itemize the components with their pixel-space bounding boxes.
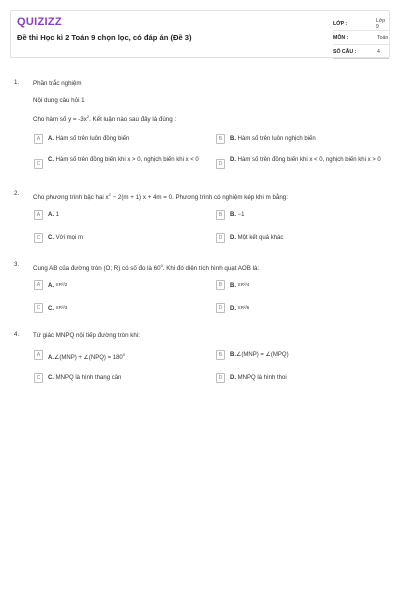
option-letter-box: B: [216, 280, 225, 290]
question-number: 4.: [14, 331, 20, 338]
option-b[interactable]: B B. πR²/4: [216, 280, 386, 291]
option-c[interactable]: C C. πR²/3: [34, 303, 204, 314]
option-a[interactable]: A A.∠(MNP) + ∠(NPQ) = $180^0$: [34, 350, 204, 363]
meta-row-count: [333, 45, 389, 59]
option-letter-box: D: [216, 303, 225, 313]
question-prompt: Cho hàm số $y = -3x^2$. Kết luận nào sau đây là đúng :: [33, 114, 177, 123]
option-letter-box: B: [216, 210, 225, 220]
option-text: ∠(MNP) = ∠(MPQ): [236, 352, 289, 358]
meta-label: LỚP :: [333, 20, 348, 27]
option-letter-box: D: [216, 373, 225, 383]
meta-row-class: [333, 17, 389, 31]
option-letter-box: C: [34, 159, 43, 169]
option-text: MNPQ là hình thoi: [237, 375, 287, 381]
option-letter-box: C: [34, 373, 43, 383]
option-letter-box: B: [216, 134, 225, 144]
option-text: Hàm số trên đồng biến khi x > 0, nghịch biến khi x < 0: [55, 157, 199, 163]
question-number: 1.: [14, 79, 20, 86]
option-d[interactable]: D D. Hàm số trên đồng biến khi x < 0, nghịch biến khi x > 0: [216, 155, 390, 169]
option-text: Hàm số trên luôn nghịch biến: [237, 136, 316, 142]
option-letter-box: A: [34, 134, 43, 144]
option-d[interactable]: D D. Một kết quả khác: [216, 233, 386, 243]
option-text: Một kết quả khác: [237, 235, 284, 241]
meta-row-subject: [333, 31, 389, 45]
option-text: MNPQ là hình thang cân: [55, 375, 122, 381]
meta-value: Lớp 9: [375, 17, 386, 30]
option-a[interactable]: A A. Hàm số trên luôn đồng biến: [34, 134, 204, 144]
option-letter-box: A: [34, 350, 43, 360]
question-2: [14, 190, 390, 250]
option-text: πR²/6: [237, 305, 250, 310]
option-b[interactable]: B B. −1: [216, 210, 386, 220]
option-c[interactable]: C C. Hàm số trên đồng biến khi x > 0, nghịch biến khi x < 0: [34, 155, 210, 169]
question-subtitle: Nội dung câu hỏi 1: [33, 97, 85, 104]
question-number: 3.: [14, 261, 20, 268]
option-letter-box: A: [34, 210, 43, 220]
question-text: Tứ giác MNPQ nội tiếp đường tròn khi:: [33, 332, 140, 339]
option-letter-box: D: [216, 159, 225, 169]
option-b[interactable]: B B.∠(MNP) = ∠(MPQ): [216, 350, 386, 360]
option-d[interactable]: D D. MNPQ là hình thoi: [216, 373, 386, 383]
option-a[interactable]: A A. 1: [34, 210, 204, 220]
meta-label: SỐ CÂU :: [333, 48, 357, 55]
question-3: [14, 261, 390, 321]
option-a[interactable]: A A. πR²/2: [34, 280, 204, 291]
question-text: Cho phương trình bậc hai $x^2 - 2(m + 1) x + 4m = 0$. Phương trình có nghiệm kép khi m bằng:: [33, 192, 288, 201]
option-text: ∠(MNP) + ∠(NPQ) = 180: [54, 355, 123, 361]
question-text: Cung AB của đường tròn (O; R) có số đo là $60^0$. Khi đó diện tích hình quạt AOB là:: [33, 263, 260, 272]
option-b[interactable]: B B. Hàm số trên luôn nghịch biến: [216, 134, 388, 144]
option-text: πR²/3: [55, 305, 68, 310]
option-letter-box: B: [216, 350, 225, 360]
question-text: Phần trắc nghiệm: [33, 80, 82, 87]
worksheet-header: [10, 10, 390, 58]
option-c[interactable]: C C. MNPQ là hình thang cân: [34, 373, 204, 383]
option-text: πR²/4: [237, 282, 250, 287]
option-c[interactable]: C C. Với mọi m: [34, 233, 204, 243]
quizizz-logo: QUIZIZZ: [17, 16, 62, 28]
option-letter-box: D: [216, 233, 225, 243]
option-d[interactable]: D D. πR²/6: [216, 303, 386, 314]
meta-table: [333, 17, 389, 59]
option-text: 1: [55, 212, 60, 218]
option-text: −1: [237, 212, 245, 218]
page-title: Đề thi Học kì 2 Toán 9 chọn lọc, có đáp án (Đề 3): [17, 33, 192, 42]
option-text: Với mọi m: [55, 235, 83, 241]
option-text: Hàm số trên luôn đồng biến: [55, 136, 130, 142]
option-text: πR²/2: [55, 282, 68, 287]
meta-label: MÔN :: [333, 34, 349, 41]
question-number: 2.: [14, 190, 20, 197]
option-letter-box: C: [34, 303, 43, 313]
option-text: Hàm số trên đồng biến khi x < 0, nghịch biến khi x > 0: [237, 157, 381, 163]
meta-value: Toán: [377, 34, 389, 41]
option-letter-box: A: [34, 280, 43, 290]
question-1: [14, 79, 390, 179]
meta-value: 4: [377, 48, 380, 55]
option-letter-box: C: [34, 233, 43, 243]
question-4: [14, 331, 390, 391]
